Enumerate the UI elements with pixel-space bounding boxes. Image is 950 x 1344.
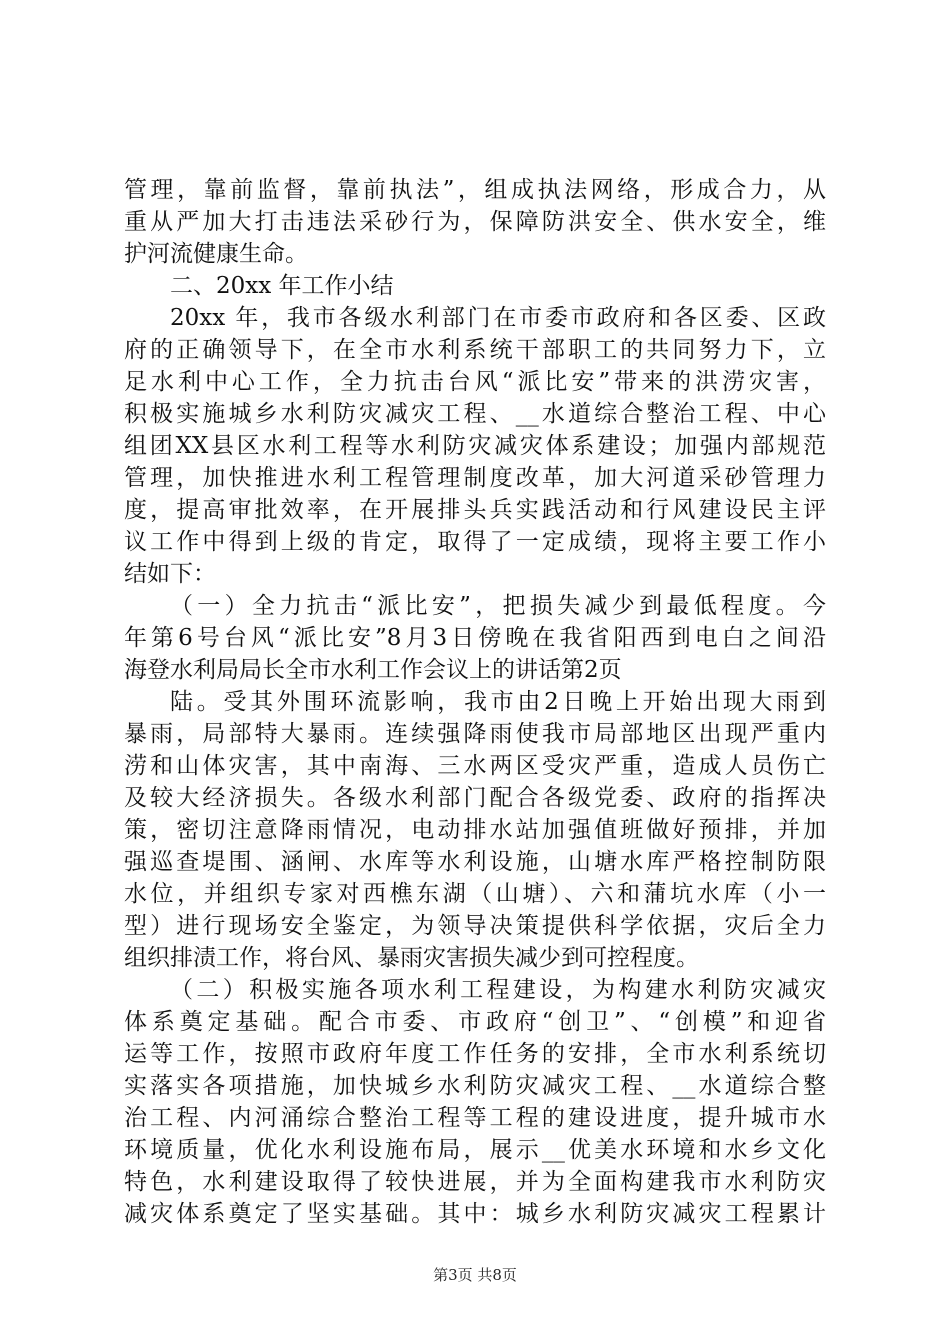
text-line: 结如下： bbox=[124, 561, 216, 587]
text-line: 重从严加大打击违法采砂行为，保障防洪安全、供水安全，维 bbox=[124, 209, 826, 235]
text-line: 年第6号台风“派比安”8月3日傍晚在我省阳西到电白之间沿 bbox=[124, 625, 826, 651]
text-line: 治工程、内河涌综合整治工程等工程的建设进度，提升城市水 bbox=[124, 1105, 826, 1131]
text-line: 陆。受其外围环流影响，我市由2日晚上开始出现大雨到 bbox=[170, 689, 826, 715]
text-line: 组团XX县区水利工程等水利防灾减灾体系建设；加强内部规范 bbox=[124, 433, 826, 459]
text-line: 环境质量，优化水利设施布局，展示__优美水环境和水乡文化 bbox=[124, 1137, 826, 1163]
text-line: 二、20xx 年工作小结 bbox=[170, 273, 394, 299]
text-line: 运等工作，按照市政府年度工作任务的安排，全市水利系统切 bbox=[124, 1041, 826, 1067]
text-line: 涝和山体灾害，其中南海、三水两区受灾严重，造成人员伤亡 bbox=[124, 753, 826, 779]
text-line: 20xx 年，我市各级水利部门在市委市政府和各区委、区政 bbox=[170, 305, 826, 331]
page-footer: 第3页 共8页 bbox=[433, 1266, 517, 1284]
text-line: 积极实施城乡水利防灾减灾工程、__水道综合整治工程、中心 bbox=[124, 401, 826, 427]
text-line: 及较大经济损失。各级水利部门配合各级党委、政府的指挥决 bbox=[124, 785, 826, 811]
text-line: （二）积极实施各项水利工程建设，为构建水利防灾减灾 bbox=[170, 977, 826, 1003]
text-line: 海登水利局局长全市水利工作会议上的讲话第2页 bbox=[124, 657, 622, 683]
text-line: 议工作中得到上级的肯定，取得了一定成绩，现将主要工作小 bbox=[124, 529, 826, 555]
text-line: 减灾体系奠定了坚实基础。其中：城乡水利防灾减灾工程累计 bbox=[124, 1201, 826, 1227]
text-line: 足水利中心工作，全力抗击台风“派比安”带来的洪涝灾害， bbox=[124, 369, 826, 395]
text-line: 管理，加快推进水利工程管理制度改革，加大河道采砂管理力 bbox=[124, 465, 826, 491]
text-line: 强巡查堤围、涵闸、水库等水利设施，山塘水库严格控制防限 bbox=[124, 849, 826, 875]
text-line: 度，提高审批效率，在开展排头兵实践活动和行风建设民主评 bbox=[124, 497, 826, 523]
text-line: 暴雨，局部特大暴雨。连续强降雨使我市局部地区出现严重内 bbox=[124, 721, 826, 747]
text-line: （一）全力抗击“派比安”，把损失减少到最低程度。今 bbox=[170, 593, 826, 619]
text-line: 管理，靠前监督，靠前执法”，组成执法网络，形成合力，从 bbox=[124, 177, 826, 203]
text-line: 策，密切注意降雨情况，电动排水站加强值班做好预排，并加 bbox=[124, 817, 826, 843]
document-body bbox=[124, 174, 826, 1230]
text-line: 府的正确领导下，在全市水利系统干部职工的共同努力下，立 bbox=[124, 337, 826, 363]
text-line: 护河流健康生命。 bbox=[124, 241, 308, 267]
text-line: 特色，水利建设取得了较快进展，并为全面构建我市水利防灾 bbox=[124, 1169, 826, 1195]
text-line: 水位，并组织专家对西樵东湖（山塘）、六和蒲坑水库（小一 bbox=[124, 881, 826, 907]
text-line: 体系奠定基础。配合市委、市政府“创卫”、“创模”和迎省 bbox=[124, 1009, 826, 1035]
text-line: 实落实各项措施，加快城乡水利防灾减灾工程、__水道综合整 bbox=[124, 1073, 826, 1099]
text-line: 型）进行现场安全鉴定，为领导决策提供科学依据，灾后全力 bbox=[124, 913, 826, 939]
text-line: 组织排渍工作，将台风、暴雨灾害损失减少到可控程度。 bbox=[124, 945, 699, 971]
